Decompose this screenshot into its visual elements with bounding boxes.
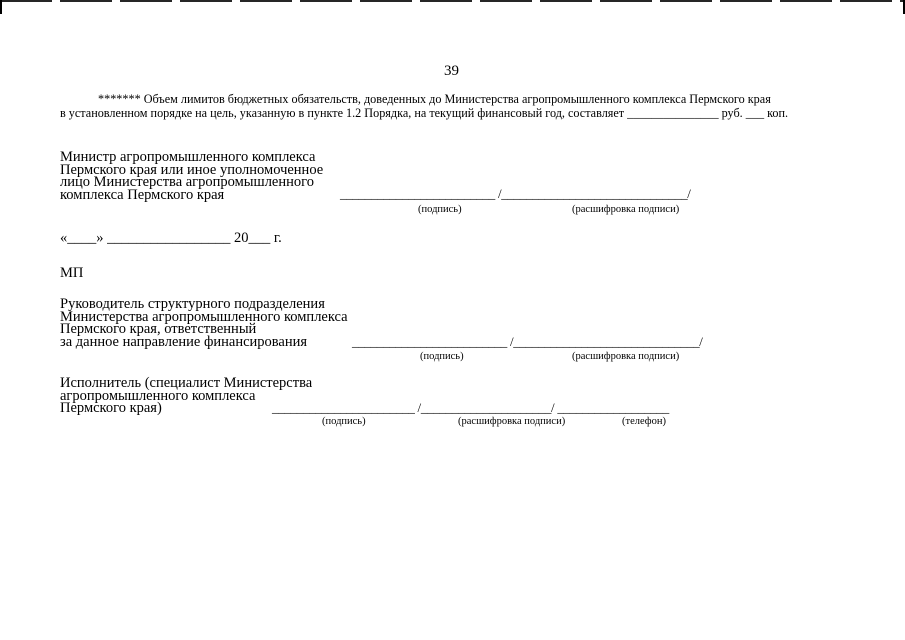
executor-title-line: Исполнитель (специалист Министерства (60, 375, 313, 391)
department-head-title-line: за данное направление финансирования (60, 333, 308, 350)
executor-decoding-caption: (расшифровка подписи) (458, 416, 566, 427)
department-head-signature-caption: (подпись) (420, 351, 464, 362)
minister-title-line: Пермского края или иное уполномоченное (60, 161, 324, 178)
executor-title-line: Пермского края) (60, 400, 162, 416)
top-border (0, 0, 905, 2)
minister-title-line: комплекса Пермского края (60, 186, 225, 203)
date-line[interactable]: «____» _________________ 20___ г. (60, 230, 282, 246)
executor-signature-caption: (подпись) (322, 416, 366, 427)
stamp-label: МП (60, 265, 84, 281)
minister-title-line: лицо Министерства агропромышленного (60, 174, 314, 190)
department-head-title-line: Министерства агропромышленного комплекса (60, 308, 348, 325)
department-head-signature-line[interactable]: _________________________ /______________________________/ (352, 334, 703, 349)
minister-title-line: Министр агропромышленного комплекса (60, 149, 316, 165)
left-corner-mark (0, 0, 2, 14)
department-head-title-line: Пермского края, ответственный (60, 321, 257, 337)
executor-signature-line[interactable]: _______________________ /_____________________/ __________________ (272, 400, 669, 415)
minister-title (60, 151, 323, 201)
minister-signature-caption: (подпись) (418, 204, 462, 215)
page-number: 39 (444, 63, 459, 79)
executor-phone-caption: (телефон) (622, 416, 666, 427)
department-head-decoding-caption: (расшифровка подписи) (572, 351, 680, 362)
footnote-line-1: ******* Объем лимитов бюджетных обязательств, доведенных до Министерства агропромышленного комплекса Пермского края (98, 92, 771, 106)
department-head-title-line: Руководитель структурного подразделения (60, 296, 325, 312)
executor-title-line: агропромышленного комплекса (60, 387, 256, 404)
footnote-line-2: в установленном порядке на цель, указанную в пункте 1.2 Порядка, на текущий финансовый год, составляет _______________ руб. ___ коп. (60, 106, 789, 120)
minister-signature-line[interactable]: _________________________ /______________________________/ (340, 186, 691, 201)
department-head-title (60, 298, 348, 348)
minister-decoding-caption: (расшифровка подписи) (572, 204, 680, 215)
